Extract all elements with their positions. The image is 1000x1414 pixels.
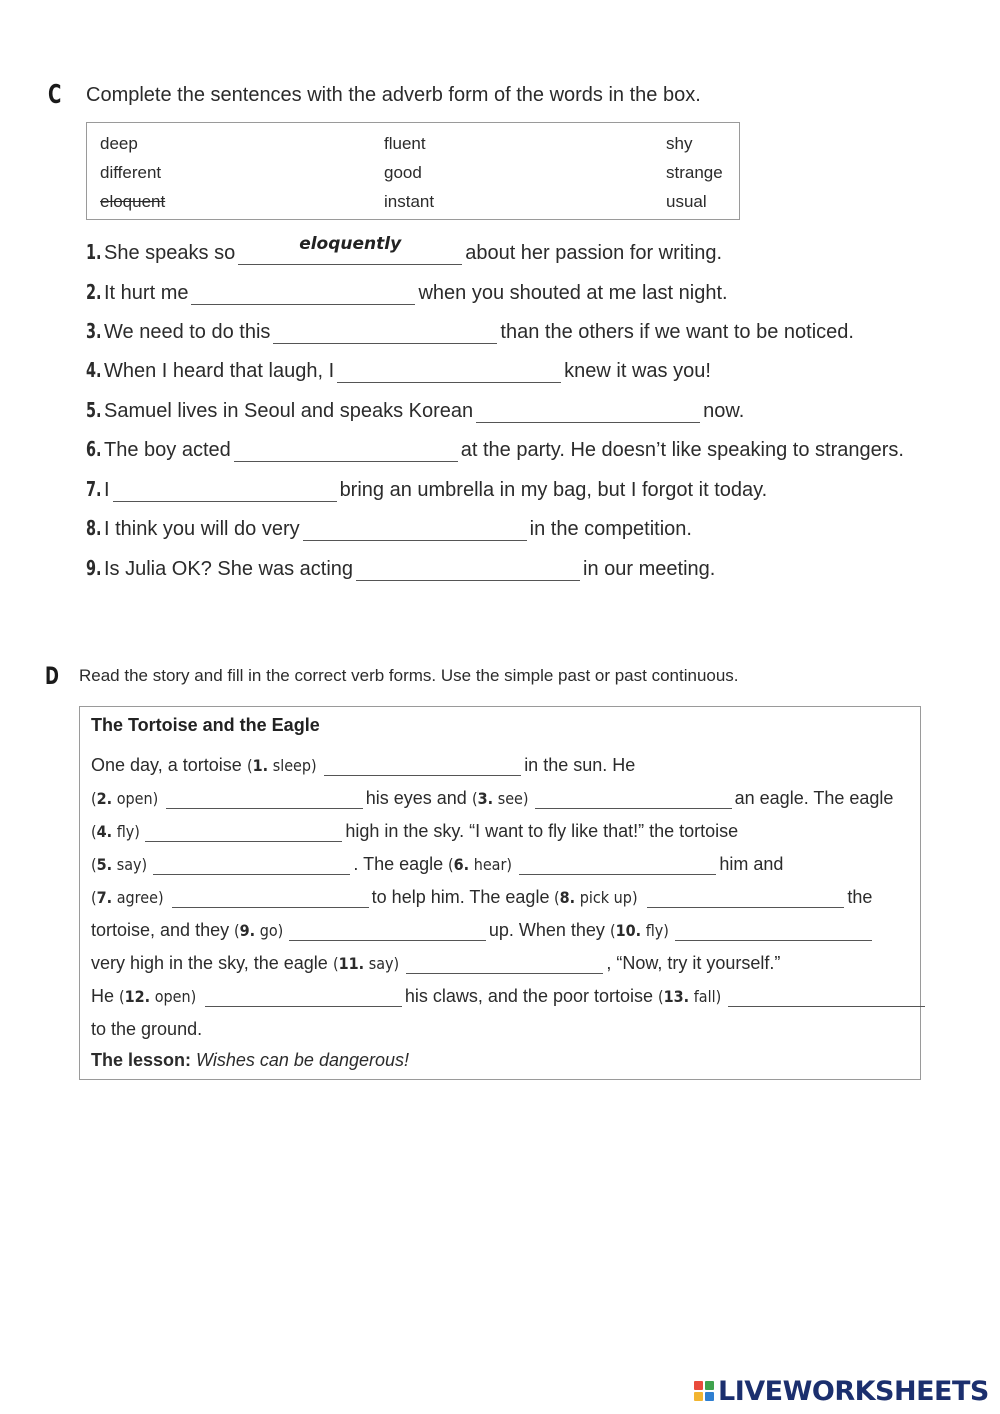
section-d-letter: D bbox=[45, 662, 59, 690]
logo-text: LIVEWORKSHEETS bbox=[718, 1375, 989, 1407]
word-box bbox=[86, 122, 740, 220]
story-text: up. When they bbox=[488, 920, 610, 940]
sentence-text-before: When I heard that laugh, I bbox=[104, 360, 335, 382]
sentence bbox=[86, 319, 854, 344]
answer-blank[interactable] bbox=[337, 360, 561, 383]
sentence bbox=[86, 437, 904, 462]
story-line bbox=[91, 953, 780, 974]
sentence-text-before: I bbox=[104, 479, 110, 501]
cue-number: 10. bbox=[615, 921, 642, 940]
lesson-line bbox=[91, 1050, 409, 1071]
cue-verb: open) bbox=[150, 987, 197, 1006]
cue-number: 9. bbox=[239, 921, 256, 940]
story-line bbox=[91, 821, 738, 842]
sentence bbox=[86, 556, 715, 581]
logo-square bbox=[694, 1392, 703, 1401]
verb-cue: (9. go) bbox=[234, 921, 284, 940]
handwritten-answer: eloquently bbox=[299, 234, 402, 254]
cue-verb: open) bbox=[112, 789, 159, 808]
cue-number: 8. bbox=[560, 888, 576, 907]
sentence-text-after: in our meeting. bbox=[583, 558, 716, 580]
verb-blank[interactable] bbox=[675, 922, 872, 941]
word: shy bbox=[666, 134, 693, 153]
sentence bbox=[86, 358, 711, 383]
word: instant bbox=[384, 192, 435, 211]
cue-number: 1. bbox=[252, 756, 268, 775]
verb-blank[interactable] bbox=[166, 790, 363, 809]
logo-square bbox=[694, 1381, 703, 1390]
logo-square bbox=[705, 1381, 714, 1390]
word: fluent bbox=[384, 134, 426, 153]
sentence-text-after: bring an umbrella in my bag, but I forgot it today. bbox=[339, 479, 768, 501]
answer-blank[interactable] bbox=[356, 558, 580, 581]
word: usual bbox=[666, 192, 707, 211]
story-box bbox=[79, 706, 921, 1080]
verb-cue: (4. fly) bbox=[91, 822, 140, 841]
sentence-number: 2. bbox=[86, 280, 102, 304]
story-text: to the ground. bbox=[91, 1019, 203, 1039]
story-text: in the sun. He bbox=[524, 755, 636, 775]
cue-number: 12. bbox=[124, 987, 151, 1006]
verb-cue: (7. agree) bbox=[91, 888, 164, 907]
verb-blank[interactable] bbox=[172, 889, 369, 908]
sentence bbox=[86, 516, 692, 541]
cue-verb: say) bbox=[363, 954, 399, 973]
word: strange bbox=[666, 163, 723, 182]
liveworksheets-logo bbox=[694, 1374, 989, 1408]
answer-blank[interactable] bbox=[273, 321, 497, 344]
verb-blank[interactable] bbox=[324, 757, 521, 776]
sentence-text-before: It hurt me bbox=[104, 282, 189, 304]
cue-number: 2. bbox=[96, 789, 113, 808]
sentence-number: 5. bbox=[86, 398, 102, 422]
sentence bbox=[86, 398, 744, 423]
story-text: , “Now, try it yourself.” bbox=[606, 953, 781, 973]
sentence bbox=[86, 234, 723, 265]
verb-blank[interactable] bbox=[153, 856, 350, 875]
sentence bbox=[86, 477, 767, 502]
verb-blank[interactable] bbox=[647, 889, 844, 908]
cue-number: 11. bbox=[338, 954, 364, 973]
cue-verb: agree) bbox=[112, 888, 164, 907]
verb-blank[interactable] bbox=[205, 988, 402, 1007]
story-text: his claws, and the poor tortoise bbox=[404, 986, 659, 1006]
verb-blank[interactable] bbox=[406, 955, 603, 974]
story-text: He bbox=[91, 986, 120, 1006]
sentence-number: 3. bbox=[86, 319, 102, 343]
cue-verb: sleep) bbox=[267, 756, 317, 775]
story-line bbox=[91, 920, 875, 941]
sentence-number: 9. bbox=[86, 556, 102, 580]
sentence-text-after: than the others if we want to be noticed. bbox=[500, 321, 854, 343]
cue-verb: say) bbox=[112, 855, 148, 874]
sentence bbox=[86, 280, 728, 305]
sentence-number: 4. bbox=[86, 358, 102, 382]
story-text: his eyes and bbox=[365, 788, 472, 808]
cue-verb: fly) bbox=[112, 822, 140, 841]
story-line bbox=[91, 887, 872, 908]
cue-verb: fall) bbox=[689, 987, 722, 1006]
story-text: the bbox=[847, 887, 873, 907]
cue-number: 3. bbox=[477, 789, 493, 808]
answer-blank[interactable] bbox=[113, 479, 337, 502]
sentence-text-after: at the party. He doesn’t like speaking to strangers. bbox=[460, 439, 904, 461]
verb-cue: (2. open) bbox=[91, 789, 159, 808]
section-d-instruction: Read the story and fill in the correct verb forms. Use the simple past or past continuous. bbox=[79, 666, 739, 685]
story-line bbox=[91, 1019, 202, 1040]
sentence-text-after: knew it was you! bbox=[564, 360, 711, 382]
verb-blank[interactable] bbox=[535, 790, 732, 809]
lesson-text: Wishes can be dangerous! bbox=[196, 1050, 410, 1070]
verb-cue: (13. fall) bbox=[658, 987, 722, 1006]
sentence-text-after: now. bbox=[703, 400, 745, 422]
logo-grid-icon bbox=[694, 1381, 714, 1401]
answer-blank[interactable] bbox=[476, 400, 700, 423]
cue-number: 13. bbox=[663, 987, 690, 1006]
section-c-instruction: Complete the sentences with the adverb form of the words in the box. bbox=[86, 84, 701, 106]
verb-cue: (1. sleep) bbox=[246, 756, 317, 775]
sentence-text-before: The boy acted bbox=[104, 439, 231, 461]
answer-blank[interactable] bbox=[191, 282, 415, 305]
cue-verb: pick up) bbox=[575, 888, 639, 907]
story-line bbox=[91, 755, 635, 776]
story-text: very high in the sky, the eagle bbox=[91, 953, 333, 973]
word: good bbox=[384, 163, 422, 182]
sentence-text-before: Is Julia OK? She was acting bbox=[104, 558, 354, 580]
cue-verb: see) bbox=[492, 789, 529, 808]
story-text: high in the sky. “I want to fly like that!” the tortoise bbox=[345, 821, 739, 841]
story-text: him and bbox=[719, 854, 784, 874]
sentence-number: 6. bbox=[86, 437, 102, 461]
cue-verb: fly) bbox=[641, 921, 669, 940]
cue-number: 4. bbox=[96, 822, 113, 841]
lesson-label: The lesson: bbox=[91, 1050, 192, 1070]
sentence-text-before: I think you will do very bbox=[104, 518, 300, 540]
sentence-number: 1. bbox=[86, 240, 102, 264]
cue-number: 6. bbox=[453, 855, 470, 874]
verb-cue: (6. hear) bbox=[448, 855, 513, 874]
sentence-text-after: when you shouted at me last night. bbox=[418, 282, 728, 304]
story-text: tortoise, and they bbox=[91, 920, 235, 940]
sentence-number: 7. bbox=[86, 477, 102, 501]
story-text: an eagle. The eagle bbox=[734, 788, 894, 808]
sentence-text-after: about her passion for writing. bbox=[465, 242, 723, 264]
answer-blank[interactable] bbox=[238, 234, 462, 265]
verb-blank[interactable] bbox=[728, 988, 925, 1007]
sentence-text-after: in the competition. bbox=[529, 518, 692, 540]
sentence-text-before: Samuel lives in Seoul and speaks Korean bbox=[104, 400, 474, 422]
sentence-number: 8. bbox=[86, 516, 102, 540]
story-title: The Tortoise and the Eagle bbox=[91, 715, 320, 735]
sentence-text-before: She speaks so bbox=[104, 242, 236, 264]
story-line bbox=[91, 788, 893, 809]
word-crossed-out: eloquent bbox=[100, 192, 166, 211]
verb-blank[interactable] bbox=[289, 922, 486, 941]
story-text: . The eagle bbox=[353, 854, 449, 874]
sentence-text-before: We need to do this bbox=[104, 321, 271, 343]
story-line bbox=[91, 854, 783, 875]
cue-verb: go) bbox=[255, 921, 284, 940]
word: different bbox=[100, 163, 162, 182]
cue-number: 7. bbox=[96, 888, 113, 907]
answer-blank[interactable] bbox=[234, 439, 458, 462]
word: deep bbox=[100, 134, 138, 153]
story-text: to help him. The eagle bbox=[371, 887, 555, 907]
verb-cue: (12. open) bbox=[119, 987, 197, 1006]
verb-cue: (11. say) bbox=[332, 954, 399, 973]
verb-cue: (3. see) bbox=[471, 789, 529, 808]
cue-verb: hear) bbox=[469, 855, 513, 874]
answer-blank[interactable] bbox=[303, 518, 527, 541]
section-c-letter: C bbox=[48, 80, 62, 110]
logo-square bbox=[705, 1392, 714, 1401]
story-line bbox=[91, 986, 928, 1007]
verb-cue: (10. fly) bbox=[609, 921, 669, 940]
cue-number: 5. bbox=[96, 855, 113, 874]
verb-cue: (5. say) bbox=[91, 855, 148, 874]
verb-cue: (8. pick up) bbox=[554, 888, 639, 907]
verb-blank[interactable] bbox=[519, 856, 716, 875]
verb-blank[interactable] bbox=[145, 823, 342, 842]
story-text: One day, a tortoise bbox=[91, 755, 247, 775]
